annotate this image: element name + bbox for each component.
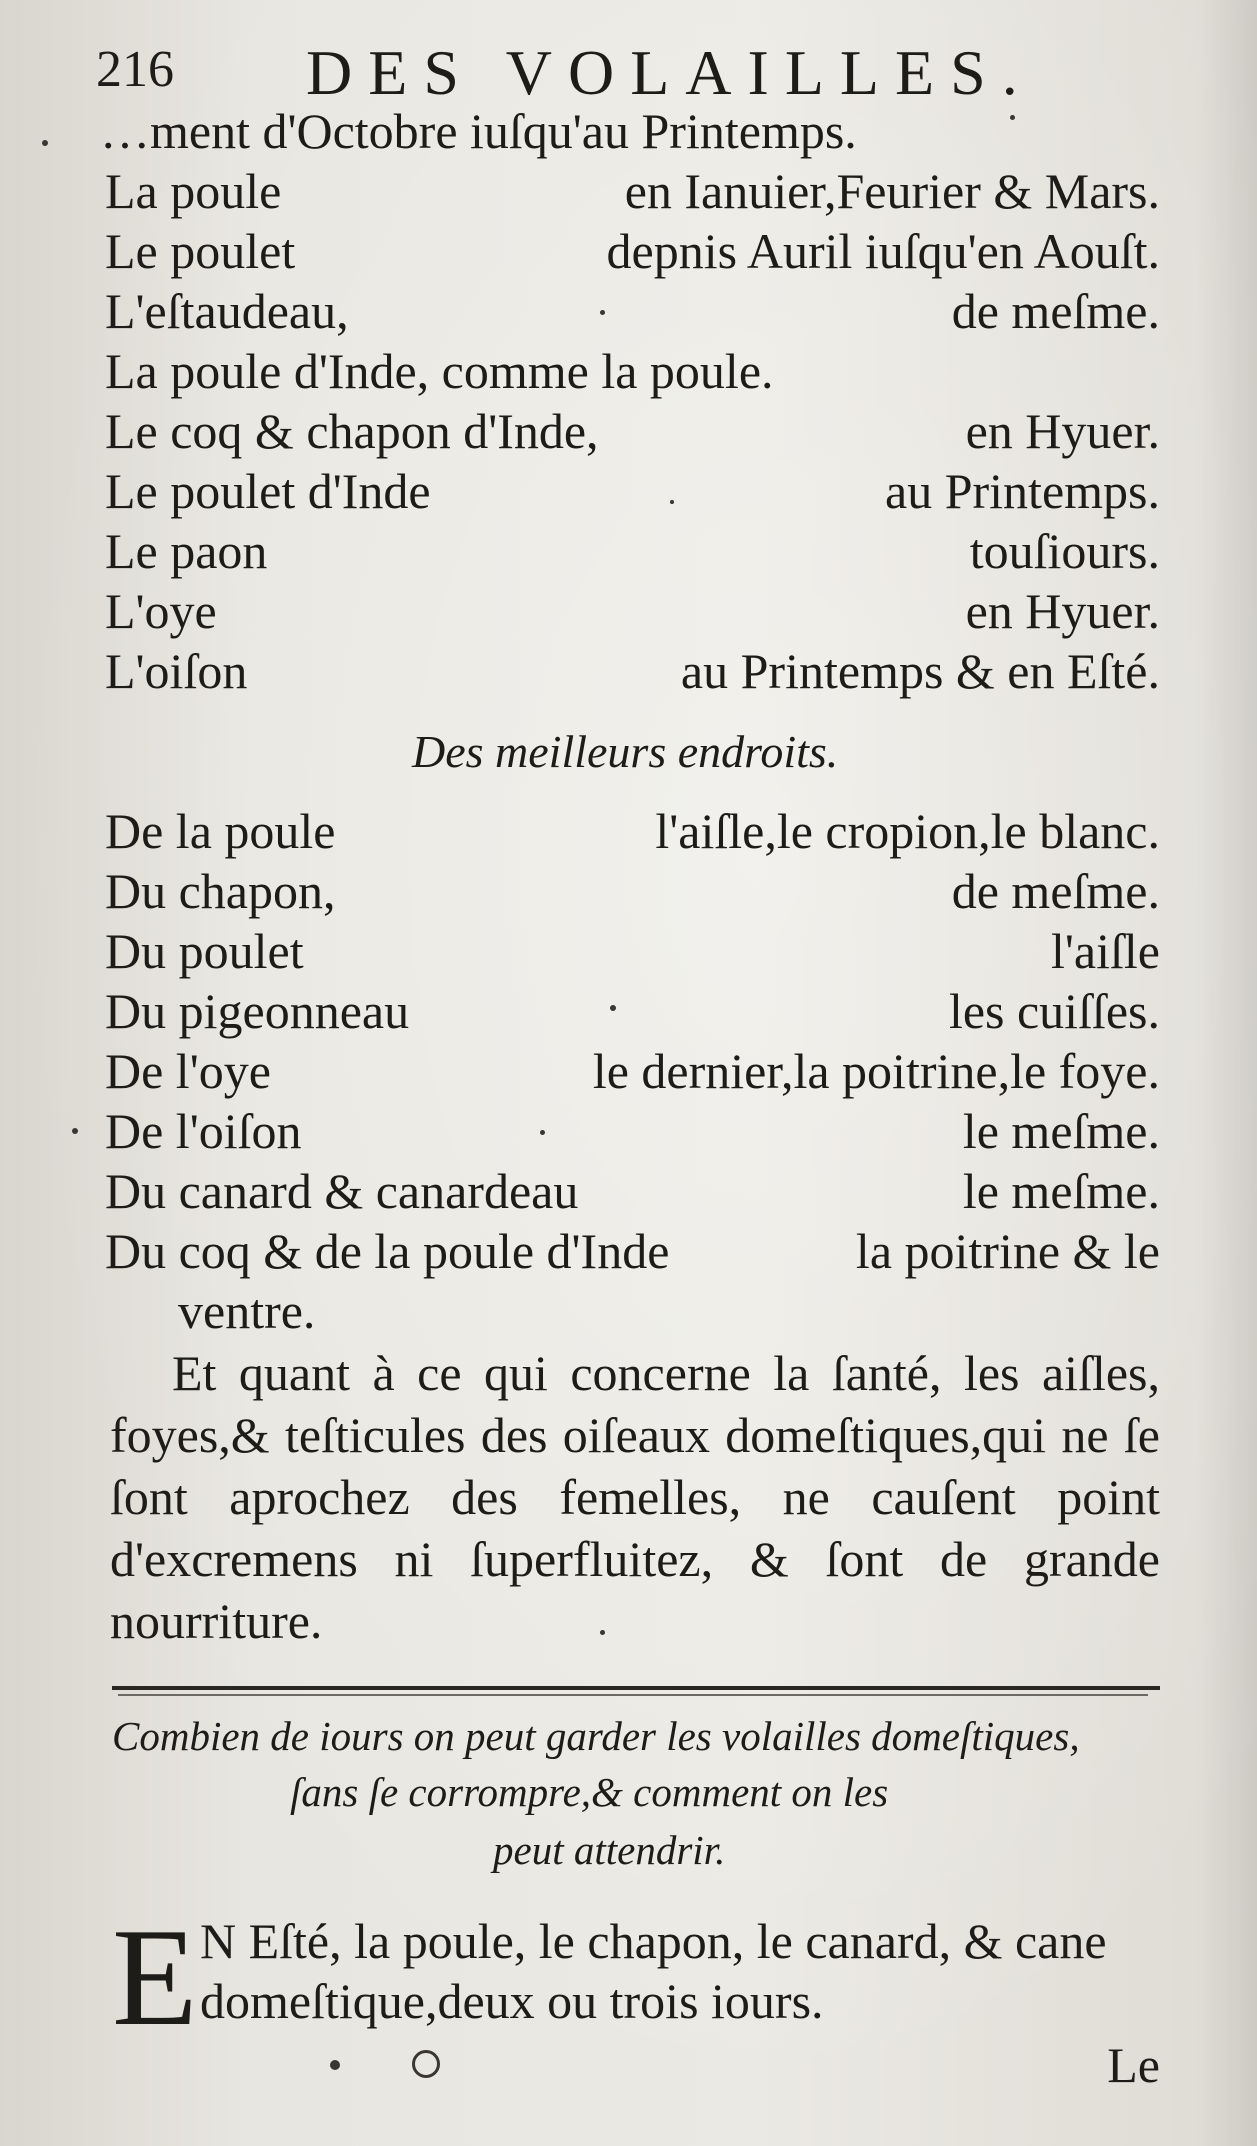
season-row [105, 340, 1160, 402]
season-row [105, 640, 1160, 702]
ink-speck [670, 500, 674, 504]
parts-row [105, 1220, 1160, 1282]
parts-part: de meſme. [951, 863, 1160, 919]
running-title: DES VOLAILLES. [306, 37, 1034, 108]
parts-bird: De l'oiſon [105, 1103, 302, 1159]
section-rule-thin [118, 1694, 1148, 1696]
parts-part: le meſme. [962, 1163, 1160, 1219]
season-bird: Le poulet [105, 223, 296, 279]
ink-speck [540, 1130, 545, 1135]
season-bird: L'oye [105, 583, 217, 639]
season-bird: Le coq & chapon d'Inde, [105, 403, 599, 459]
parts-bird: Du chapon, [105, 863, 336, 919]
parts-bird: De la poule [105, 803, 336, 859]
season-bird: Le poulet d'Inde [105, 463, 431, 519]
season-row [105, 520, 1160, 582]
parts-part: les cuiſſes. [948, 983, 1160, 1039]
ink-speck [600, 1630, 605, 1635]
parts-bird: Du poulet [105, 923, 304, 979]
season-time: touſiours. [969, 523, 1160, 579]
parts-part: l'aiſle,le cropion,le blanc. [655, 803, 1160, 859]
season-row [105, 160, 1160, 222]
season-row [105, 400, 1160, 462]
page-number: 216 [96, 41, 174, 98]
page-edge-shadow [1197, 0, 1257, 2146]
parts-part: la poitrine & le [855, 1223, 1160, 1279]
parts-row [105, 920, 1160, 982]
season-row [105, 580, 1160, 642]
parts-row [105, 860, 1160, 922]
season-time: en Hyuer. [965, 583, 1160, 639]
season-time: en Ianuier,Feurier & Mars. [624, 163, 1160, 219]
season-time: au Printemps & en Eſté. [680, 643, 1160, 699]
paragraph-health [110, 1342, 1160, 1652]
season-time: depnis Auril iuſqu'en Aouſt. [606, 223, 1160, 279]
parts-row [105, 1160, 1160, 1222]
season-row [105, 460, 1160, 522]
parts-bird: Du coq & de la poule d'Inde [105, 1223, 670, 1279]
paragraph-keeping-line2: domeſtique,deux ou trois iours. [200, 1973, 824, 2029]
parts-bird: Du pigeonneau [105, 983, 410, 1039]
ink-speck [330, 2060, 340, 2070]
parts-row [105, 1100, 1160, 1162]
season-time: au Printemps. [885, 463, 1160, 519]
season-bird: La poule [105, 163, 282, 219]
section-heading-line1: Combien de iours on peut garder les volailles domeſtiques, [112, 1713, 1080, 1759]
ink-speck [600, 310, 605, 315]
ink-speck [1010, 115, 1015, 120]
paragraph-keeping-line1: N Eſté, la poule, le chapon, le canard, & cane [200, 1913, 1107, 1969]
parts-part: l'aiſle [1051, 923, 1160, 979]
ink-speck [72, 1128, 78, 1134]
parts-row [105, 800, 1160, 862]
season-bird: L'eſtaudeau, [105, 283, 349, 339]
season-bird: La poule d'Inde, comme la poule. [105, 343, 774, 399]
season-time: en Hyuer. [965, 403, 1160, 459]
season-time: de meſme. [951, 283, 1160, 339]
parts-continuation: ventre. [178, 1283, 316, 1339]
ink-ring [412, 2050, 440, 2078]
season-bird: L'oiſon [105, 643, 248, 699]
season-bird: Le paon [105, 523, 268, 579]
section-heading-best-parts: Des meilleurs endroits. [412, 726, 839, 777]
season-row [105, 280, 1160, 342]
parts-bird: De l'oye [105, 1043, 271, 1099]
parts-part: le dernier,la poitrine,le foye. [592, 1043, 1160, 1099]
parts-row [105, 1040, 1160, 1102]
ink-speck [42, 140, 48, 146]
parts-part: le meſme. [962, 1103, 1160, 1159]
opening-line: …ment d'Octobre iuſqu'au Printemps. [100, 103, 857, 159]
parts-bird: Du canard & canardeau [105, 1163, 579, 1219]
drop-cap: E [112, 1900, 198, 2055]
section-rule [112, 1686, 1160, 1690]
parts-row [105, 980, 1160, 1042]
catchword: Le [1107, 2037, 1160, 2093]
ink-speck [610, 1005, 616, 1011]
paragraph-health-text: Et quant à ce qui concerne la ſanté, les aiſles, foyes,& teſticules des oiſeaux domeſtiques,qui ne ſe ſont aprochez des femelles, ne cauſent point d'excremens ni ſuperfluitez, & ſont de grande nourriture. [110, 1345, 1160, 1649]
section-heading-line3: peut attendrir. [493, 1827, 726, 1873]
season-row [105, 220, 1160, 282]
section-heading-line2: ſans ſe corrompre,& comment on les [290, 1769, 889, 1815]
